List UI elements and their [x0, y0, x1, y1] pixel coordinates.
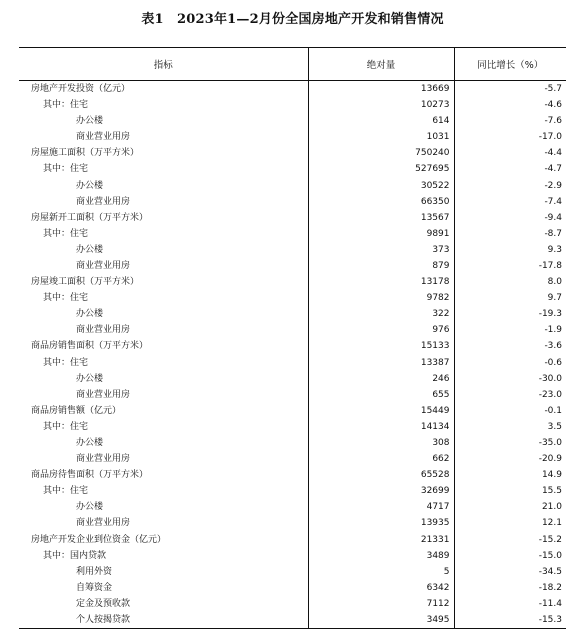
table-row — [19, 306, 566, 322]
table-row — [19, 338, 566, 354]
row-yoy-change: -5.7 — [454, 81, 566, 98]
table-row — [19, 467, 566, 483]
row-yoy-change: -4.7 — [454, 161, 566, 177]
row-label: 商品房销售额（亿元） — [31, 405, 122, 416]
table-row — [19, 451, 566, 467]
row-label: 商业营业用房 — [76, 454, 131, 465]
row-label: 其中：住宅 — [43, 164, 89, 175]
row-label: 其中：国内贷款 — [43, 550, 107, 561]
table-row — [19, 113, 566, 129]
row-label: 定金及预收款 — [76, 598, 131, 609]
row-label: 利用外资 — [76, 566, 113, 577]
row-label: 其中：住宅 — [43, 228, 89, 239]
row-absolute-value: 879 — [308, 258, 454, 274]
table-row — [19, 129, 566, 145]
table-row — [19, 322, 566, 338]
row-label: 商业营业用房 — [76, 518, 131, 529]
row-absolute-value: 13387 — [308, 355, 454, 371]
row-absolute-value: 32699 — [308, 483, 454, 499]
row-label: 办公楼 — [76, 438, 104, 449]
statistics-table — [19, 47, 566, 629]
row-absolute-value: 9891 — [308, 226, 454, 242]
row-yoy-change: -8.7 — [454, 226, 566, 242]
row-label: 其中：住宅 — [43, 357, 89, 368]
row-yoy-change: -1.9 — [454, 322, 566, 338]
row-label: 商业营业用房 — [76, 132, 131, 143]
table-row — [19, 596, 566, 612]
row-absolute-value: 14134 — [308, 419, 454, 435]
row-yoy-change: -15.2 — [454, 532, 566, 548]
row-absolute-value: 1031 — [308, 129, 454, 145]
row-label: 办公楼 — [76, 116, 104, 127]
row-label: 房地产开发投资（亿元） — [31, 84, 131, 94]
row-absolute-value: 65528 — [308, 467, 454, 483]
row-yoy-change: -17.8 — [454, 258, 566, 274]
table-row — [19, 194, 566, 210]
row-yoy-change: -23.0 — [454, 387, 566, 403]
row-label: 房地产开发企业到位资金（亿元） — [31, 534, 167, 545]
row-absolute-value: 30522 — [308, 177, 454, 193]
row-absolute-value: 322 — [308, 306, 454, 322]
row-yoy-change: -30.0 — [454, 371, 566, 387]
row-label: 房屋竣工面积（万平方米） — [31, 277, 140, 288]
row-yoy-change: -15.3 — [454, 612, 566, 629]
row-absolute-value: 5 — [308, 564, 454, 580]
row-yoy-change: 12.1 — [454, 515, 566, 531]
row-yoy-change: -4.4 — [454, 145, 566, 161]
row-absolute-value: 9782 — [308, 290, 454, 306]
row-label: 商业营业用房 — [76, 260, 131, 271]
row-label: 商业营业用房 — [76, 325, 131, 336]
row-yoy-change: 9.3 — [454, 242, 566, 258]
table-header — [19, 48, 566, 81]
row-absolute-value: 13178 — [308, 274, 454, 290]
table-row — [19, 515, 566, 531]
row-label: 房屋新开工面积（万平方米） — [31, 212, 149, 223]
header-row — [19, 48, 566, 81]
row-yoy-change: -20.9 — [454, 451, 566, 467]
row-yoy-change: 15.5 — [454, 483, 566, 499]
row-label: 办公楼 — [76, 309, 104, 320]
row-absolute-value: 750240 — [308, 145, 454, 161]
row-absolute-value: 373 — [308, 242, 454, 258]
row-yoy-change: -4.6 — [454, 97, 566, 113]
row-absolute-value: 4717 — [308, 499, 454, 515]
row-label: 商品房销售面积（万平方米） — [31, 341, 149, 352]
row-yoy-change: 8.0 — [454, 274, 566, 290]
row-absolute-value: 3495 — [308, 612, 454, 629]
row-absolute-value: 3489 — [308, 548, 454, 564]
table-row — [19, 532, 566, 548]
table-row — [19, 435, 566, 451]
row-yoy-change: 3.5 — [454, 419, 566, 435]
row-absolute-value: 13567 — [308, 210, 454, 226]
row-absolute-value: 21331 — [308, 532, 454, 548]
row-yoy-change: -19.3 — [454, 306, 566, 322]
table-row — [19, 145, 566, 161]
row-label: 自筹资金 — [76, 582, 113, 593]
row-label: 其中：住宅 — [43, 293, 89, 304]
row-label: 商品房待售面积（万平方米） — [31, 470, 149, 481]
table-row — [19, 483, 566, 499]
table-row — [19, 177, 566, 193]
table-row — [19, 242, 566, 258]
row-label: 个人按揭贷款 — [19, 612, 308, 629]
row-yoy-change: -11.4 — [454, 596, 566, 612]
row-absolute-value: 614 — [308, 113, 454, 129]
row-yoy-change: -35.0 — [454, 435, 566, 451]
table-body — [19, 81, 566, 629]
row-yoy-change: -3.6 — [454, 338, 566, 354]
row-yoy-change: -0.6 — [454, 355, 566, 371]
row-label: 办公楼 — [76, 180, 104, 191]
row-label: 房屋施工面积（万平方米） — [31, 148, 140, 159]
row-label: 办公楼 — [76, 244, 104, 255]
table-row — [19, 355, 566, 371]
row-absolute-value: 655 — [308, 387, 454, 403]
row-label: 其中：住宅 — [43, 486, 89, 497]
table-row — [19, 81, 566, 98]
row-yoy-change: 9.7 — [454, 290, 566, 306]
row-absolute-value: 13669 — [308, 81, 454, 98]
row-yoy-change: -7.4 — [454, 194, 566, 210]
table-row — [19, 97, 566, 113]
table-row — [19, 161, 566, 177]
row-absolute-value: 66350 — [308, 194, 454, 210]
table-row — [19, 580, 566, 596]
row-absolute-value: 10273 — [308, 97, 454, 113]
row-absolute-value: 15133 — [308, 338, 454, 354]
table-row — [19, 258, 566, 274]
row-label: 其中：住宅 — [43, 100, 89, 111]
row-label: 办公楼 — [76, 502, 104, 513]
row-yoy-change: 21.0 — [454, 499, 566, 515]
row-label: 商业营业用房 — [76, 389, 131, 400]
header-absolute: 绝对量 — [308, 48, 454, 81]
row-yoy-change: -17.0 — [454, 129, 566, 145]
table-row — [19, 403, 566, 419]
table-title: 表1 2023年1—2月份全国房地产开发和销售情况 — [141, 12, 444, 27]
row-absolute-value: 7112 — [308, 596, 454, 612]
row-absolute-value: 6342 — [308, 580, 454, 596]
table-row — [19, 226, 566, 242]
row-yoy-change: -9.4 — [454, 210, 566, 226]
table-row — [19, 564, 566, 580]
row-absolute-value: 246 — [308, 371, 454, 387]
header-indicator: 指标 — [19, 48, 308, 81]
row-yoy-change: -7.6 — [454, 113, 566, 129]
row-absolute-value: 13935 — [308, 515, 454, 531]
row-yoy-change: -2.9 — [454, 177, 566, 193]
table-row — [19, 371, 566, 387]
row-label: 其中：住宅 — [43, 421, 89, 432]
row-yoy-change: 14.9 — [454, 467, 566, 483]
row-label: 办公楼 — [76, 373, 104, 384]
header-yoy: 同比增长（%） — [454, 48, 566, 81]
table-row — [19, 548, 566, 564]
table-row — [19, 210, 566, 226]
row-yoy-change: -15.0 — [454, 548, 566, 564]
table-row — [19, 612, 566, 629]
table-row — [19, 499, 566, 515]
row-absolute-value: 308 — [308, 435, 454, 451]
table-row — [19, 419, 566, 435]
row-absolute-value: 662 — [308, 451, 454, 467]
row-yoy-change: -34.5 — [454, 564, 566, 580]
table-row — [19, 387, 566, 403]
row-absolute-value: 15449 — [308, 403, 454, 419]
row-yoy-change: -0.1 — [454, 403, 566, 419]
row-absolute-value: 976 — [308, 322, 454, 338]
row-label: 商业营业用房 — [76, 196, 131, 207]
table-row — [19, 274, 566, 290]
row-absolute-value: 527695 — [308, 161, 454, 177]
table-row — [19, 290, 566, 306]
row-yoy-change: -18.2 — [454, 580, 566, 596]
